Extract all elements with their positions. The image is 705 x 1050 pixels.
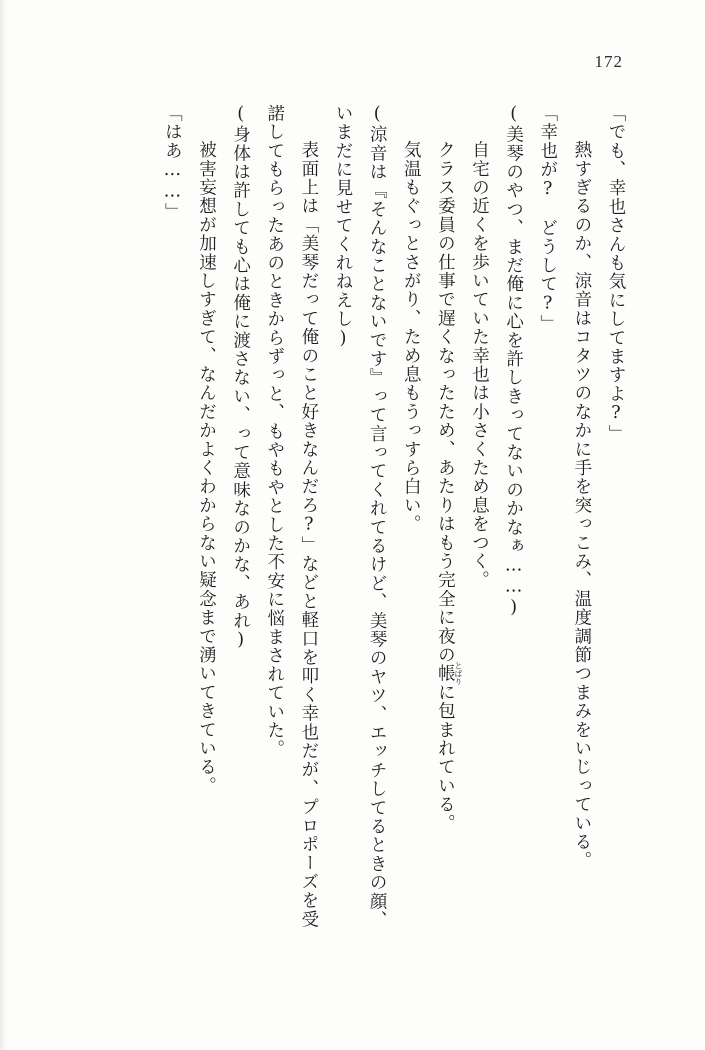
paragraph-5: 気温もぐっとさがり、ため息もうっすら白い。	[401, 121, 422, 533]
paragraph-dialogue-1: 「でも、幸也さんも気にしてますよ?」	[606, 104, 626, 444]
ruby-text: とばり	[453, 661, 463, 686]
paragraph-7: 被害妄想が加速しすぎて、なんだかよくわからない疑念まで湧いてきている。	[196, 121, 217, 795]
paragraph-3: 自宅の近くを歩いていた幸也は小さくため息をつく。	[469, 121, 490, 589]
page-number: 172	[594, 52, 623, 71]
paragraph-6: 表面上は「美琴だって俺のこと好きなんだろ?」などと軽口を叩く幸也だが、プロポーズを受諾してもらったあのときからずっと、もやもやとした不安に悩まされていた。	[264, 104, 319, 929]
ruby-base: 帳	[435, 661, 456, 686]
paragraph-dialogue-2: 「幸也が? どうして?」	[537, 104, 558, 334]
body-text-vertical	[73, 104, 633, 934]
paragraph-thought-2: (涼音は『そんなことないです』って言ってくれてるけど、美琴のヤツ、エッチしてるときの顔、いまだに見せてくれねえし)	[333, 104, 388, 930]
paragraph-thought-1: (美琴のやつ、まだ俺に心を許しきってないのかなぁ……)	[503, 104, 524, 619]
paragraph-thought-3: (身体は許しても心は俺に渡さない、って意味なのかな、あれ)	[230, 104, 251, 652]
ruby-tobari	[435, 661, 463, 686]
scan-edge-shadow	[0, 0, 10, 1050]
paragraph-dialogue-3: 「はあ……」	[162, 104, 183, 222]
paragraph-2: 熱すぎるのか、涼音はコタツのなかに手を突っこみ、温度調節つまみをいじっている。	[571, 121, 592, 870]
paragraph-4-with-ruby: クラス委員の仕事で遅くなったため、あたりはもう完全に夜の帳とばりに包まれている。	[435, 121, 463, 833]
